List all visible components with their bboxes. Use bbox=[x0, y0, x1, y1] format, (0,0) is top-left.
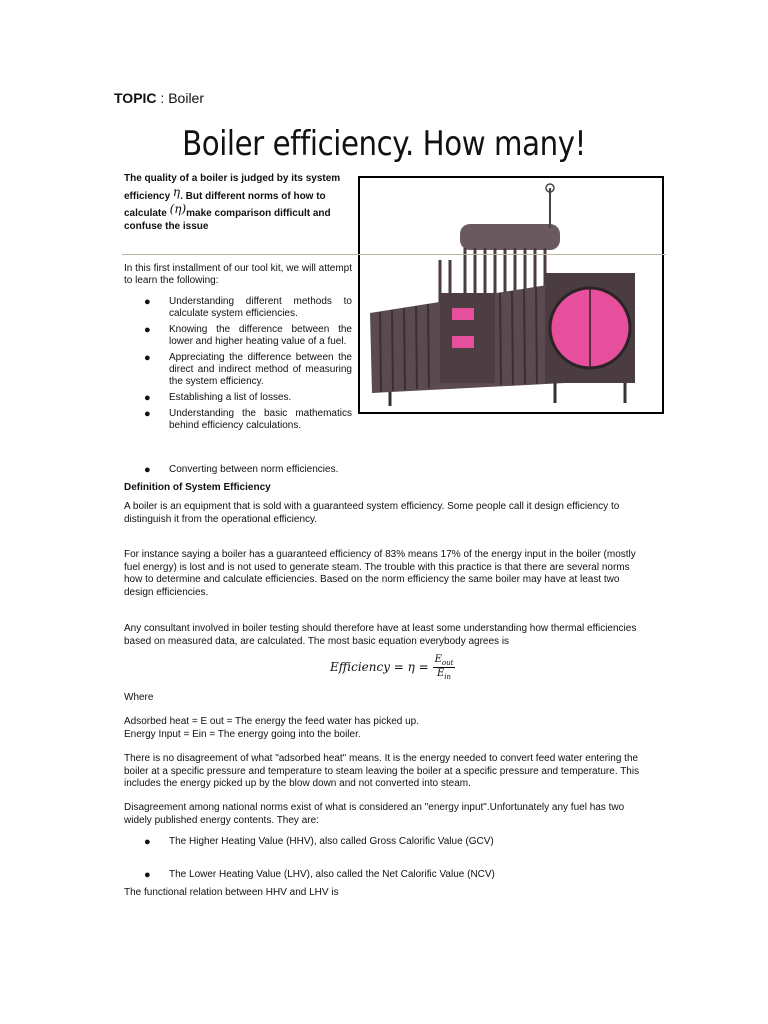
topic-separator: : bbox=[156, 90, 169, 106]
paragraph-1: A boiler is an equipment that is sold with a guaranteed system efficiency. Some people call it design efficiency to distinguish it from the operational efficiency. bbox=[124, 501, 620, 525]
definition-1: Adsorbed heat = E out = The energy the feed water has picked up. bbox=[124, 716, 420, 727]
topic-label: TOPIC bbox=[114, 90, 157, 106]
bullet-text: Knowing the difference between the lower and higher heating value of a fuel. bbox=[169, 324, 352, 347]
bullet-list-2 bbox=[124, 464, 352, 480]
list-item bbox=[124, 836, 569, 848]
section-heading: Definition of System Efficiency bbox=[124, 482, 271, 493]
bullet-icon: ● bbox=[144, 296, 151, 308]
bullet-icon: ● bbox=[144, 392, 151, 404]
bullet-text: Understanding different methods to calculate system efficiencies. bbox=[169, 296, 352, 319]
list-item bbox=[124, 324, 352, 348]
intro-line1: The quality of a boiler is judged by its system bbox=[124, 173, 341, 184]
topic-line bbox=[114, 90, 204, 106]
boiler-image bbox=[358, 176, 664, 414]
intro-line3b: make comparison difficult and confuse the issue bbox=[124, 208, 331, 232]
page-title: Boiler efficiency. How many! bbox=[182, 124, 586, 164]
bullet-text: The Lower Heating Value (LHV), also called the Net Calorific Value (NCV) bbox=[169, 869, 495, 880]
heating-value-list bbox=[124, 836, 569, 852]
definition-2: Energy Input = Ein = The energy going into the boiler. bbox=[124, 729, 361, 740]
paragraph-4: There is no disagreement of what "adsorbed heat" means. It is the energy needed to convert feed water entering the boiler at a specific pressure and temperature to steam leaving the boiler at a specific pressure and temperature. This includes the energy picked up by the blow down and not converted into steam. bbox=[124, 753, 640, 789]
first-paragraph: In this first installment of our tool kit, we will attempt to learn the following: bbox=[124, 263, 352, 286]
intro-summary bbox=[124, 173, 349, 233]
formula-denominator: $E_{in}$ bbox=[436, 668, 452, 681]
intro-line3a: calculate bbox=[124, 208, 167, 219]
formula-numerator: $E_{out}$ bbox=[434, 654, 454, 667]
paragraph-3: Any consultant involved in boiler testing should therefore have at least some understanding how thermal efficiencies based on measured data, are calculated. The most basic equation everybody agrees is bbox=[124, 623, 637, 647]
list-item bbox=[124, 464, 352, 476]
bullet-icon: ● bbox=[144, 324, 151, 336]
topic-value: Boiler bbox=[168, 90, 204, 106]
boiler-illustration bbox=[360, 178, 662, 412]
bullet-text: Appreciating the difference between the direct and indirect method of measuring the system efficiency. bbox=[169, 352, 352, 387]
list-item bbox=[124, 352, 352, 388]
bullet-list bbox=[124, 296, 352, 436]
formula-fraction bbox=[433, 654, 456, 681]
bullet-text: Converting between norm efficiencies. bbox=[169, 464, 339, 475]
paragraph-6: The functional relation between HHV and LHV is bbox=[124, 887, 339, 898]
eta-symbol: η bbox=[172, 184, 181, 199]
bullet-icon: ● bbox=[144, 836, 151, 848]
where-label: Where bbox=[124, 692, 154, 703]
paragraph-2: For instance saying a boiler has a guaranteed efficiency of 83% means 17% of the energy input in the boiler (mostly fuel energy) is lost and is not used to generate steam. The trouble with this practice is that there are several norms how to determine and calculate efficiencies. Based on the norm efficiency the same boiler may have at least two design efficiencies. bbox=[124, 549, 636, 598]
bullet-icon: ● bbox=[144, 464, 151, 476]
eta-paren-symbol: (η) bbox=[169, 202, 187, 216]
heating-value-list-2 bbox=[124, 869, 569, 885]
bullet-text: Understanding the basic mathematics behind efficiency calculations. bbox=[169, 408, 352, 431]
list-item bbox=[124, 392, 352, 404]
bullet-icon: ● bbox=[144, 408, 151, 420]
intro-line2a: efficiency bbox=[124, 190, 171, 202]
formula-lhs: Efficiency = η = bbox=[330, 660, 429, 674]
paragraph-5: Disagreement among national norms exist of what is considered an "energy input".Unfortunately any fuel has two widely published energy contents. They are: bbox=[124, 802, 625, 826]
list-item bbox=[124, 408, 352, 432]
horizontal-rule bbox=[122, 254, 666, 255]
bullet-text: The Higher Heating Value (HHV), also called Gross Calorific Value (GCV) bbox=[169, 836, 494, 847]
list-item bbox=[124, 869, 569, 881]
bullet-icon: ● bbox=[144, 352, 151, 364]
bullet-icon: ● bbox=[144, 869, 151, 881]
efficiency-formula bbox=[330, 654, 455, 681]
intro-line2b: . But different norms of how to bbox=[180, 190, 326, 202]
bullet-text: Establishing a list of losses. bbox=[169, 392, 292, 403]
list-item bbox=[124, 296, 352, 320]
